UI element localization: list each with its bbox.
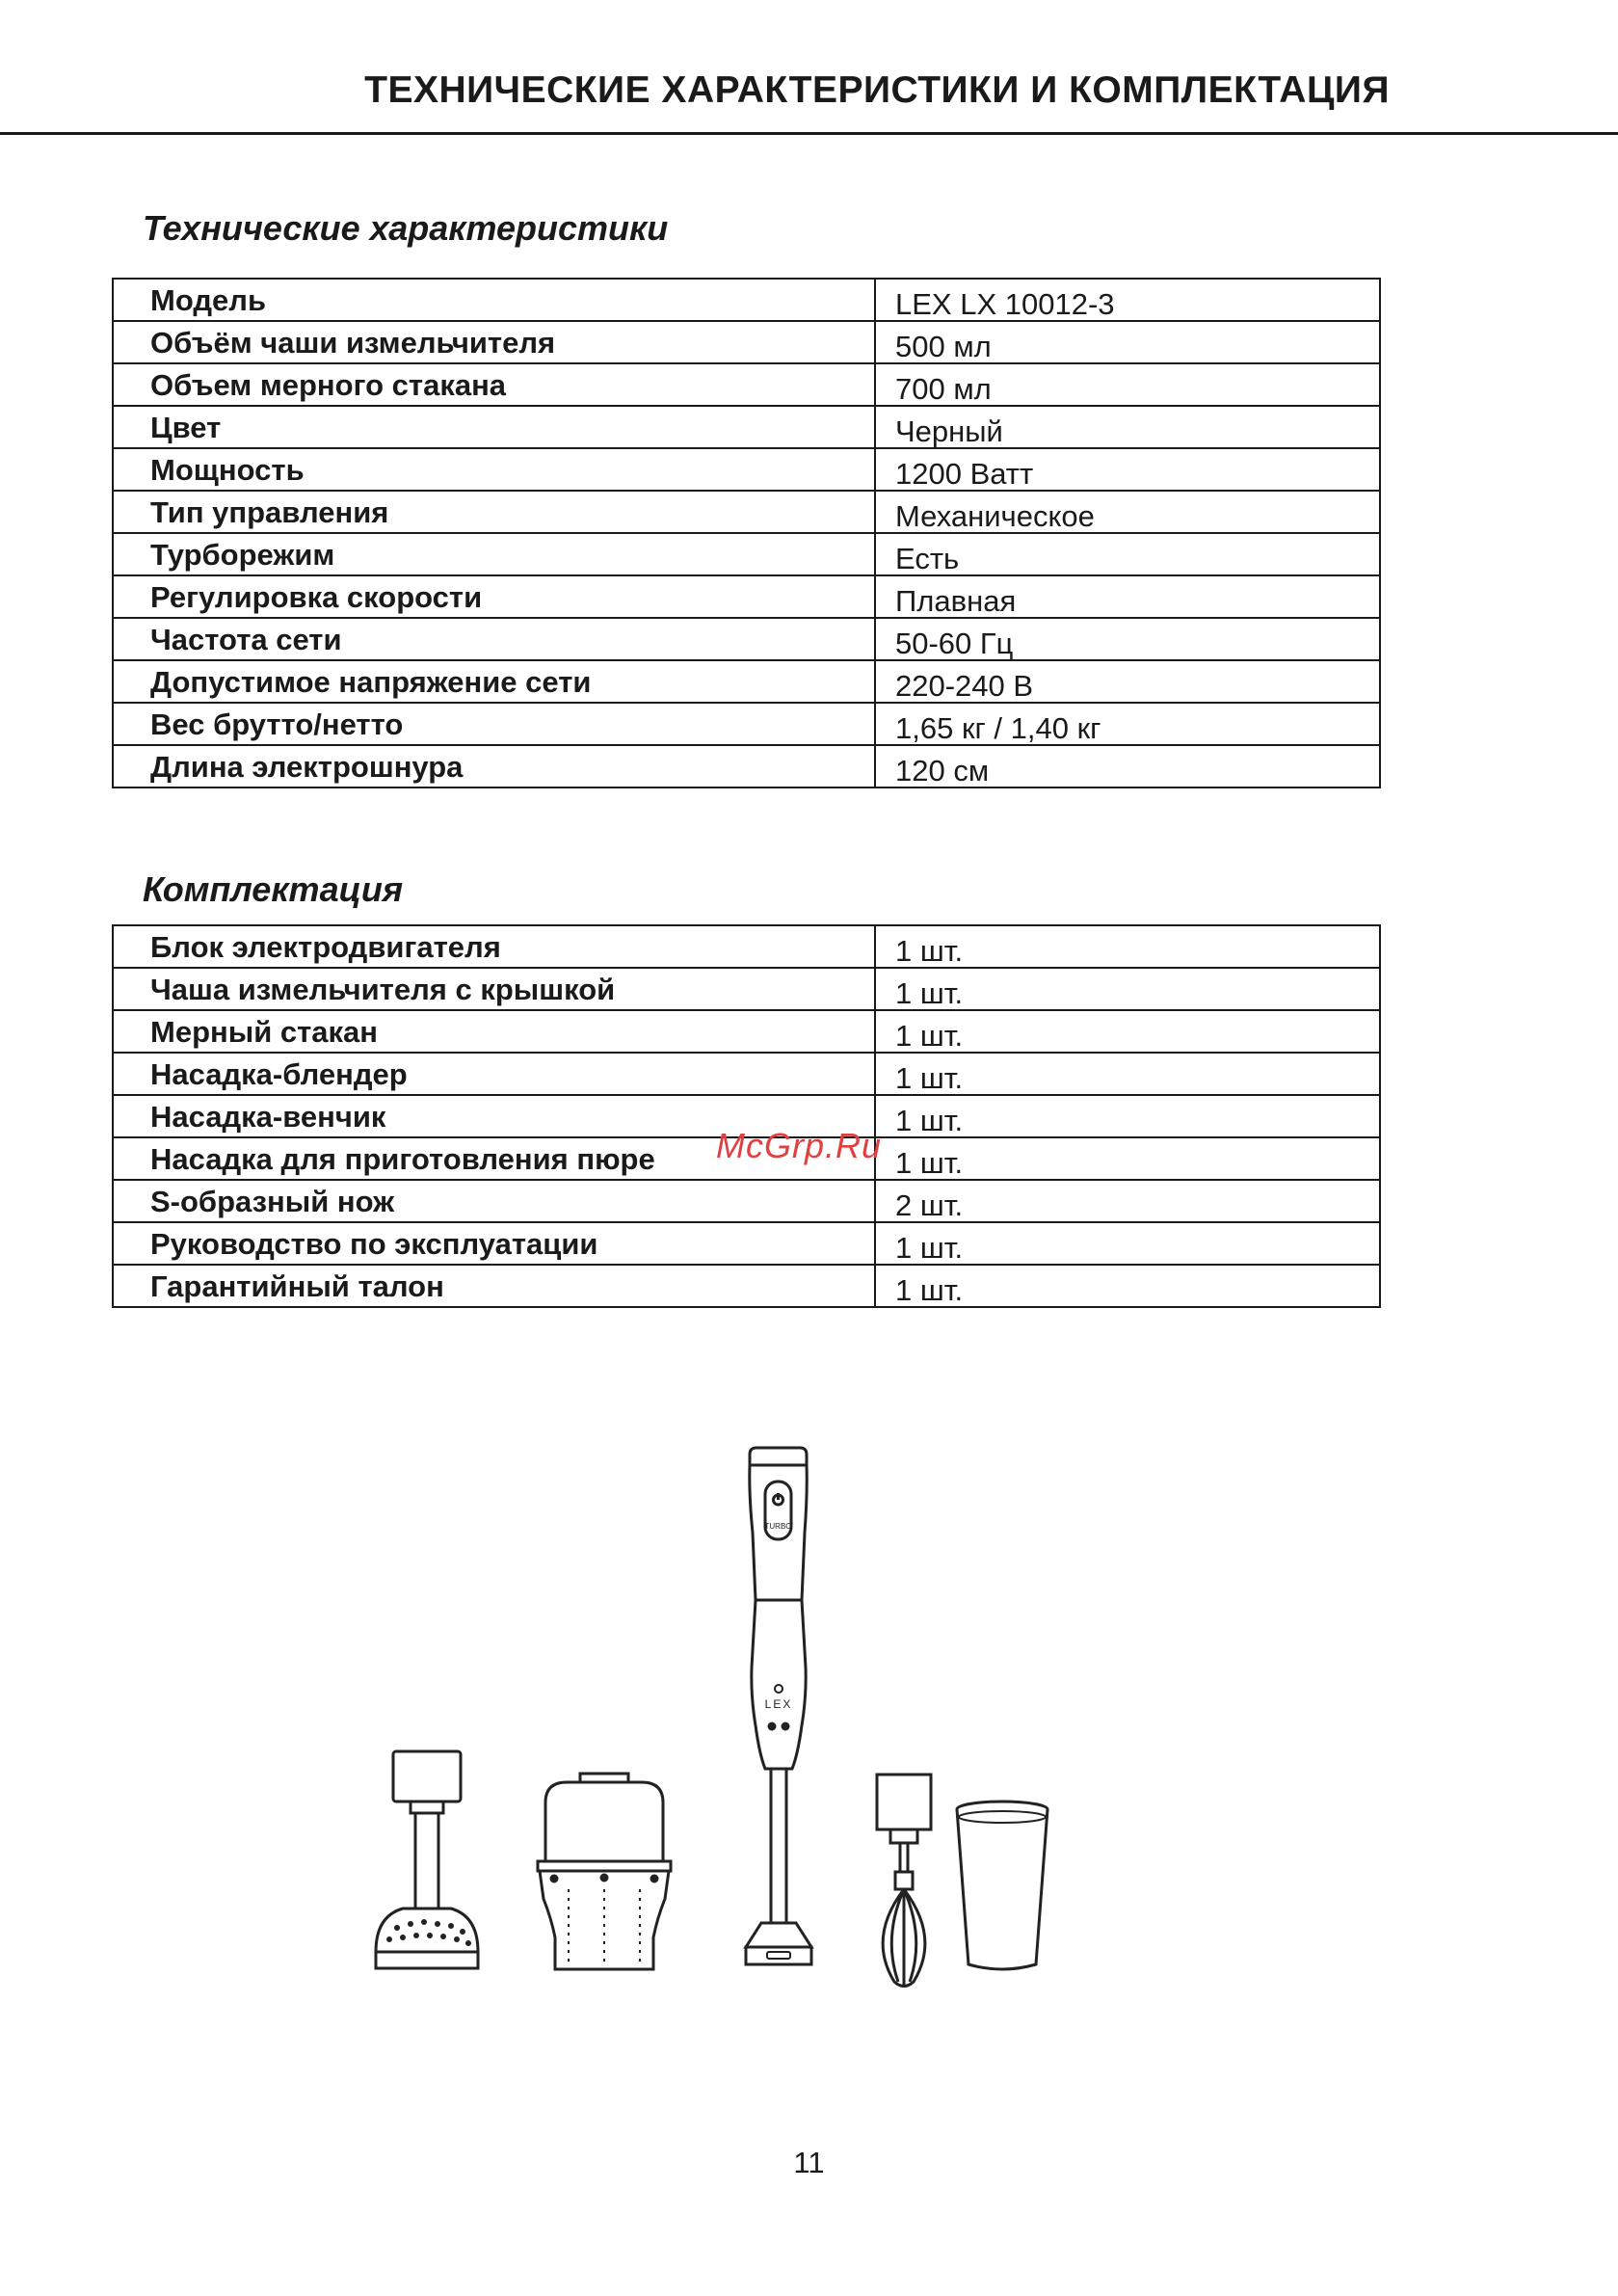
table-row [113, 745, 1380, 788]
row-label: Цвет [113, 406, 875, 448]
table-row [113, 279, 1380, 321]
masher-attachment-icon [376, 1751, 478, 1968]
row-label: Регулировка скорости [113, 575, 875, 618]
row-label: Мерный стакан [113, 1010, 875, 1053]
row-value: Плавная [875, 575, 1380, 618]
row-value: Механическое [875, 491, 1380, 533]
row-value: 700 мл [875, 363, 1380, 406]
row-value: 1,65 кг / 1,40 кг [875, 703, 1380, 745]
table-row [113, 925, 1380, 968]
page-title: ТЕХНИЧЕСКИЕ ХАРАКТЕРИСТИКИ И КОМПЛЕКТАЦИЯ [364, 69, 1390, 111]
table-row [113, 1222, 1380, 1265]
table-row [113, 1180, 1380, 1222]
row-value: Есть [875, 533, 1380, 575]
row-label: Чаша измельчителя с крышкой [113, 968, 875, 1010]
row-value: 1 шт. [875, 925, 1380, 968]
row-label: Блок электродвигателя [113, 925, 875, 968]
row-value: 120 см [875, 745, 1380, 788]
row-value: 2 шт. [875, 1180, 1380, 1222]
row-value: 50-60 Гц [875, 618, 1380, 660]
row-value: LEX LX 10012-3 [875, 279, 1380, 321]
row-label: Турборежим [113, 533, 875, 575]
row-label: Мощность [113, 448, 875, 491]
row-label: Тип управления [113, 491, 875, 533]
table-row [113, 533, 1380, 575]
row-value: 220-240 В [875, 660, 1380, 703]
specs-table [112, 278, 1381, 788]
specs-section-title: Технические характеристики [143, 208, 669, 248]
row-label: Насадка-блендер [113, 1053, 875, 1095]
table-row [113, 321, 1380, 363]
measuring-cup-icon [957, 1802, 1048, 1969]
row-value: 1 шт. [875, 1010, 1380, 1053]
table-row [113, 703, 1380, 745]
row-label: Длина электрошнура [113, 745, 875, 788]
row-value: 1 шт. [875, 1222, 1380, 1265]
row-label: Объём чаши измельчителя [113, 321, 875, 363]
table-row [113, 448, 1380, 491]
motor-unit-icon [746, 1448, 811, 1964]
table-row [113, 618, 1380, 660]
row-label: Модель [113, 279, 875, 321]
row-value: 1200 Ватт [875, 448, 1380, 491]
chopper-bowl-icon [538, 1774, 671, 1969]
row-label: Насадка для приготовления пюре [113, 1137, 875, 1180]
row-label: Насадка-венчик [113, 1095, 875, 1137]
lex-brand-label: LEX [764, 1697, 793, 1711]
row-value: 1 шт. [875, 968, 1380, 1010]
page-number: 11 [793, 2146, 825, 2179]
row-label: Объем мерного стакана [113, 363, 875, 406]
row-value: 1 шт. [875, 1265, 1380, 1307]
row-value: Черный [875, 406, 1380, 448]
table-row [113, 1053, 1380, 1095]
row-label: Частота сети [113, 618, 875, 660]
page-header [0, 0, 1618, 135]
table-row [113, 660, 1380, 703]
row-value: 1 шт. [875, 1053, 1380, 1095]
table-row [113, 575, 1380, 618]
product-illustration [347, 1436, 1147, 2015]
table-row [113, 968, 1380, 1010]
table-row [113, 491, 1380, 533]
row-label: Допустимое напряжение сети [113, 660, 875, 703]
table-row [113, 1265, 1380, 1307]
row-label: S-образный нож [113, 1180, 875, 1222]
row-label: Руководство по эксплуатации [113, 1222, 875, 1265]
kit-table [112, 924, 1381, 1308]
row-value: 1 шт. [875, 1137, 1380, 1180]
table-row [113, 363, 1380, 406]
turbo-label: TURBO [764, 1522, 792, 1531]
whisk-attachment-icon [877, 1775, 931, 1987]
watermark: McGrp.Ru [716, 1126, 883, 1165]
kit-section-title: Комплектация [143, 869, 404, 909]
row-label: Вес брутто/нетто [113, 703, 875, 745]
table-row [113, 1010, 1380, 1053]
table-row [113, 406, 1380, 448]
row-label: Гарантийный талон [113, 1265, 875, 1307]
row-value: 500 мл [875, 321, 1380, 363]
row-value: 1 шт. [875, 1095, 1380, 1137]
